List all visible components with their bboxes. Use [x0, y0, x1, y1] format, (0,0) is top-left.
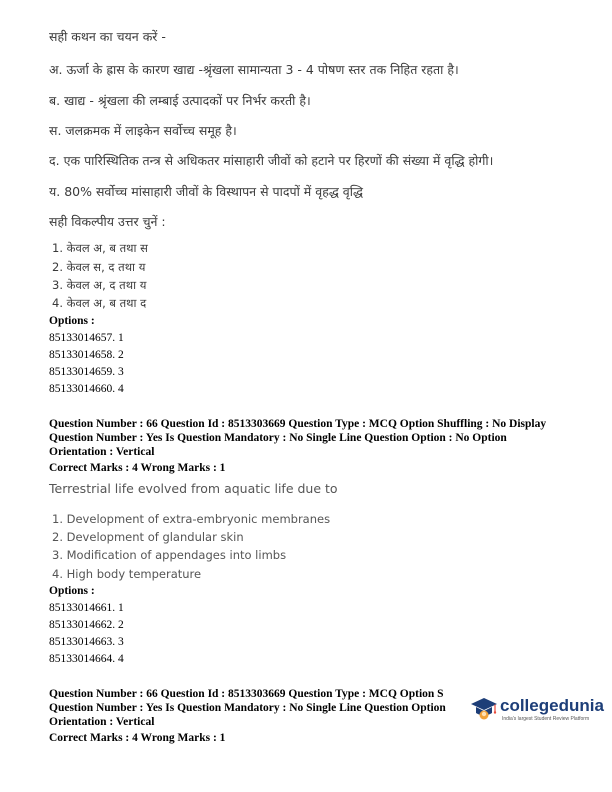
q65-statement-c: स. जलक्रमक में लाइकेन सर्वोच्च समूह है। — [49, 123, 237, 138]
q65-statement-a: अ. ऊर्जा के ह्रास के कारण खाद्य -श्रृंखला सामान्यता 3 - 4 पोषण स्तर तक निहित रहता है। — [49, 62, 459, 77]
q65-prompt: सही कथन का चयन करें - — [49, 29, 166, 44]
q66a-choice-4: 4. High body temperature — [52, 567, 202, 581]
q66a-marks: Correct Marks : 4 Wrong Marks : 1 — [49, 462, 226, 474]
q66b-meta-line-3: Orientation : Vertical — [49, 716, 155, 728]
q65-choice-1: 1. केवल अ, ब तथा स — [52, 241, 148, 255]
logo-wordmark: collegedunia — [500, 696, 604, 715]
q66a-meta-line-2: Question Number : Yes Is Question Mandatory : No Single Line Question Option : No Option — [49, 432, 507, 444]
q65-instruction: सही विकल्पीय उत्तर चुनें : — [49, 214, 166, 229]
q65-choice-3: 3. केवल अ, द तथा य — [52, 278, 147, 292]
q66a-question: Terrestrial life evolved from aquatic life due to — [49, 481, 338, 496]
logo-tagline: India's largest Student Review Platform — [502, 716, 590, 722]
q65-options-label: Options : — [49, 315, 95, 327]
q66a-meta-line-1: Question Number : 66 Question Id : 8513303669 Question Type : MCQ Option Shuffling : No Display — [49, 418, 547, 430]
q65-option-id-1: 85133014657. 1 — [49, 332, 124, 344]
q66a-choice-3: 3. Modification of appendages into limbs — [52, 548, 287, 562]
q65-option-id-3: 85133014659. 3 — [49, 366, 124, 378]
graduation-cap-icon — [470, 695, 498, 723]
q65-statement-e: य. 80% सर्वोच्च मांसाहारी जीवों के विस्थापन से पादपों में वृहद्ध वृद्धि — [49, 184, 363, 199]
q66a-option-id-1: 85133014661. 1 — [49, 602, 124, 614]
q66a-option-id-4: 85133014664. 4 — [49, 653, 124, 665]
q66a-meta-line-3: Orientation : Vertical — [49, 446, 155, 458]
q66a-options-label: Options : — [49, 585, 95, 597]
q65-statement-d: द. एक पारिस्थितिक तन्त्र से अधिकतर मांसाहारी जीवों को हटाने पर हिरणों की संख्या में वृद्धि होगी। — [49, 153, 494, 168]
q66b-meta-line-2: Question Number : Yes Is Question Mandatory : No Single Line Question Option — [49, 702, 446, 714]
q66a-option-id-2: 85133014662. 2 — [49, 619, 124, 631]
q65-option-id-4: 85133014660. 4 — [49, 383, 124, 395]
q66a-choice-2: 2. Development of glandular skin — [52, 530, 244, 544]
q66b-meta-line-1: Question Number : 66 Question Id : 8513303669 Question Type : MCQ Option S — [49, 688, 444, 700]
q66a-option-id-3: 85133014663. 3 — [49, 636, 124, 648]
q65-statement-b: ब. खाद्य - श्रृंखला की लम्बाई उत्पादकों पर निर्भर करती है। — [49, 93, 311, 108]
q65-choice-4: 4. केवल अ, ब तथा द — [52, 296, 147, 310]
q66b-marks: Correct Marks : 4 Wrong Marks : 1 — [49, 732, 226, 744]
q65-option-id-2: 85133014658. 2 — [49, 349, 124, 361]
q66a-choice-1: 1. Development of extra-embryonic membranes — [52, 512, 331, 526]
q65-choice-2: 2. केवल स, द तथा य — [52, 260, 146, 274]
collegedunia-logo — [470, 693, 610, 729]
